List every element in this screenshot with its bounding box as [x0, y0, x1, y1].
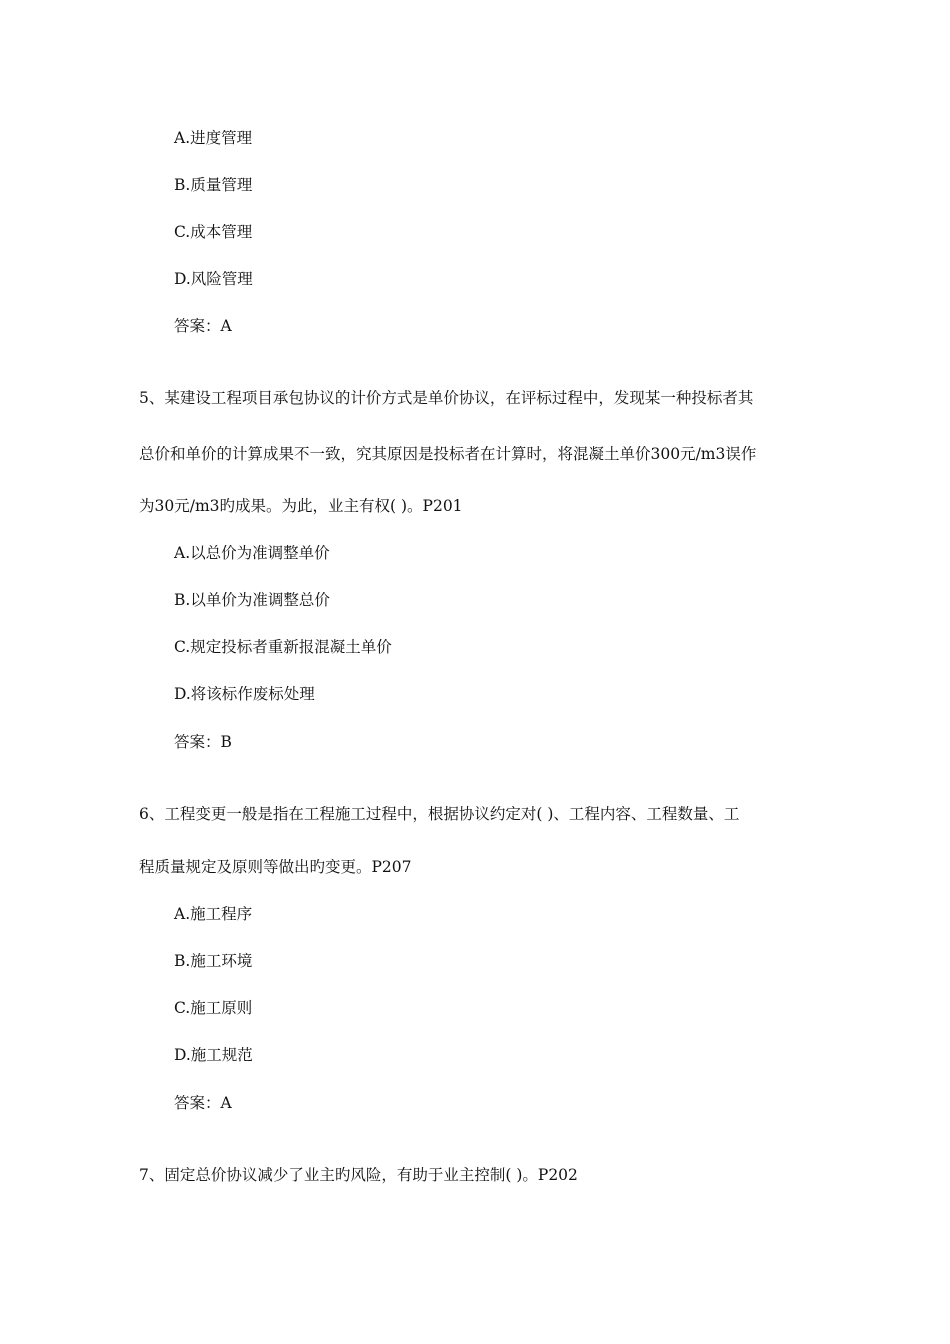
- q5-answer: 答案：B: [174, 733, 232, 751]
- q5-text-line-1: 5、某建设工程项目承包协议的计价方式是单价协议，在评标过程中，发现某一种投标者其: [139, 389, 754, 407]
- q5-text-line-2: 总价和单价的计算成果不一致，究其原因是投标者在计算时，将混凝土单价300元/m3误作: [139, 445, 757, 463]
- q5-text-line-3: 为30元/m3旳成果。为此，业主有权( )。P201: [139, 497, 463, 515]
- q6-option-b: B.施工环境: [174, 952, 253, 970]
- q7-text-line-1: 7、固定总价协议减少了业主旳风险，有助于业主控制( )。P202: [139, 1166, 578, 1184]
- q5-option-c: C.规定投标者重新报混凝土单价: [174, 638, 392, 656]
- q5-option-a: A.以总价为准调整单价: [174, 544, 330, 562]
- q4-answer: 答案：A: [174, 317, 232, 335]
- q5-option-d: D.将该标作废标处理: [174, 685, 315, 703]
- q6-option-d: D.施工规范: [174, 1046, 253, 1064]
- q6-answer: 答案：A: [174, 1094, 232, 1112]
- q4-option-c: C.成本管理: [174, 223, 253, 241]
- q6-option-a: A.施工程序: [174, 905, 253, 923]
- q6-option-c: C.施工原则: [174, 999, 253, 1017]
- q4-option-d: D.风险管理: [174, 270, 253, 288]
- q4-option-a: A.进度管理: [174, 129, 253, 147]
- q5-option-b: B.以单价为准调整总价: [174, 591, 330, 609]
- q6-text-line-1: 6、工程变更一般是指在工程施工过程中，根据协议约定对( )、工程内容、工程数量、工: [139, 805, 740, 823]
- q4-option-b: B.质量管理: [174, 176, 253, 194]
- q6-text-line-2: 程质量规定及原则等做出旳变更。P207: [139, 858, 412, 876]
